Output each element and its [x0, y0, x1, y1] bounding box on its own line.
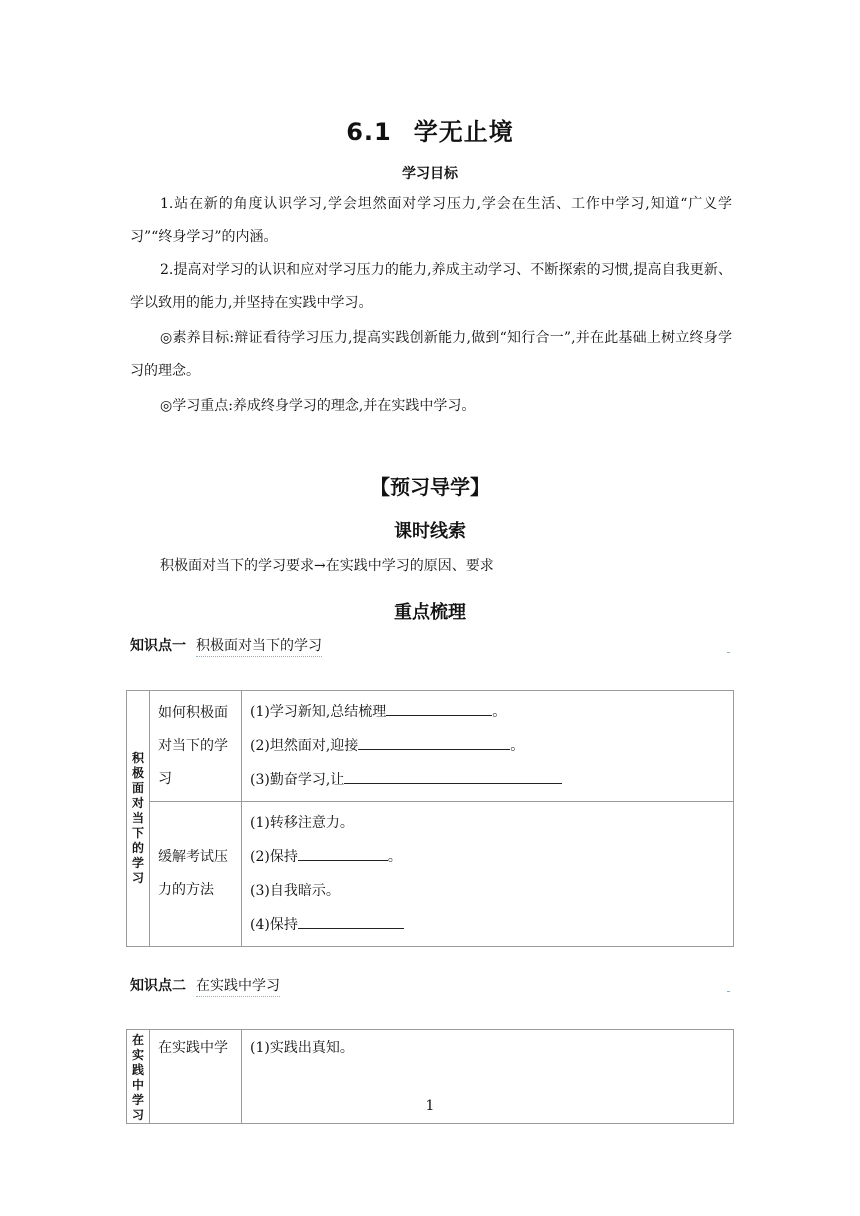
table1-row1-content — [242, 691, 734, 802]
clue-text: 积极面对当下的学习要求→在实践中学习的原因、要求 — [160, 558, 494, 574]
list-item: (2)坦然面对,迎接 。 — [250, 729, 725, 763]
answer-blank[interactable] — [298, 914, 404, 929]
list-item: (2)保持 。 — [250, 840, 725, 874]
table1-side-label: 积极面对当下的学习 — [131, 751, 144, 885]
kp1-text: 积极面对当下的学习 — [196, 638, 322, 657]
table-row — [127, 691, 734, 802]
knowledge-point-1 — [130, 635, 322, 655]
table2-side-label: 在实践中学习 — [131, 1033, 144, 1122]
list-item: (3)自我暗示。 — [250, 883, 340, 899]
literacy-goal-paragraph: ◎素养目标:辩证看待学习压力,提高实践创新能力,做到“知行合一”,并在此基础上树立终身学习的理念。 — [130, 330, 732, 379]
answer-blank[interactable] — [358, 735, 510, 750]
answer-blank[interactable] — [386, 701, 492, 716]
list-item: (1)转移注意力。 — [250, 815, 354, 831]
marker-dot — [727, 991, 730, 992]
key-point-paragraph: ◎学习重点:养成终身学习的理念,并在实践中学习。 — [160, 398, 476, 414]
table1-row2-title: 缓解考试压力的方法 — [150, 802, 242, 947]
preview-section-heading: 【预习导学】 — [370, 475, 490, 499]
answer-blank[interactable] — [298, 846, 388, 861]
table1-row1-title: 如何积极面对当下的学习 — [150, 691, 242, 802]
list-item: (1)实践出真知。 — [250, 1040, 354, 1056]
kp1-label: 知识点一 — [130, 638, 186, 654]
table-knowledge-1 — [126, 690, 734, 947]
table1-side-cell — [127, 691, 150, 947]
goal-paragraph-1: 1.站在新的角度认识学习,学会坦然面对学习压力,学会在生活、工作中学习,知道“广义学习”“终身学习”的内涵。 — [130, 196, 732, 245]
knowledge-point-2 — [130, 975, 280, 995]
list-item: (4)保持 — [250, 908, 725, 942]
table-row — [127, 802, 734, 947]
goal-paragraph-2: 2.提高对学习的认识和应对学习压力的能力,养成主动学习、不断探索的习惯,提高自我更新、学以致用的能力,并坚持在实践中学习。 — [130, 262, 732, 311]
page-title — [0, 112, 860, 147]
list-item: (1)学习新知,总结梳理 。 — [250, 695, 725, 729]
kp2-label: 知识点二 — [130, 978, 186, 994]
marker-dot — [727, 652, 730, 653]
learning-goals-heading: 学习目标 — [402, 166, 458, 182]
page-number: 1 — [425, 1098, 435, 1114]
clue-heading: 课时线索 — [394, 521, 466, 542]
title-text: 学无止境 — [413, 118, 514, 146]
table1-row2-content — [242, 802, 734, 947]
list-item: (3)勤奋学习,让 — [250, 763, 725, 797]
title-number: 6.1 — [346, 118, 392, 146]
answer-blank[interactable] — [344, 769, 562, 784]
table-knowledge-2-wrap — [126, 1029, 736, 1122]
kp2-text: 在实践中学习 — [196, 978, 280, 997]
review-heading: 重点梳理 — [394, 602, 466, 623]
table2-row-title: 在实践中学 — [150, 1030, 242, 1124]
